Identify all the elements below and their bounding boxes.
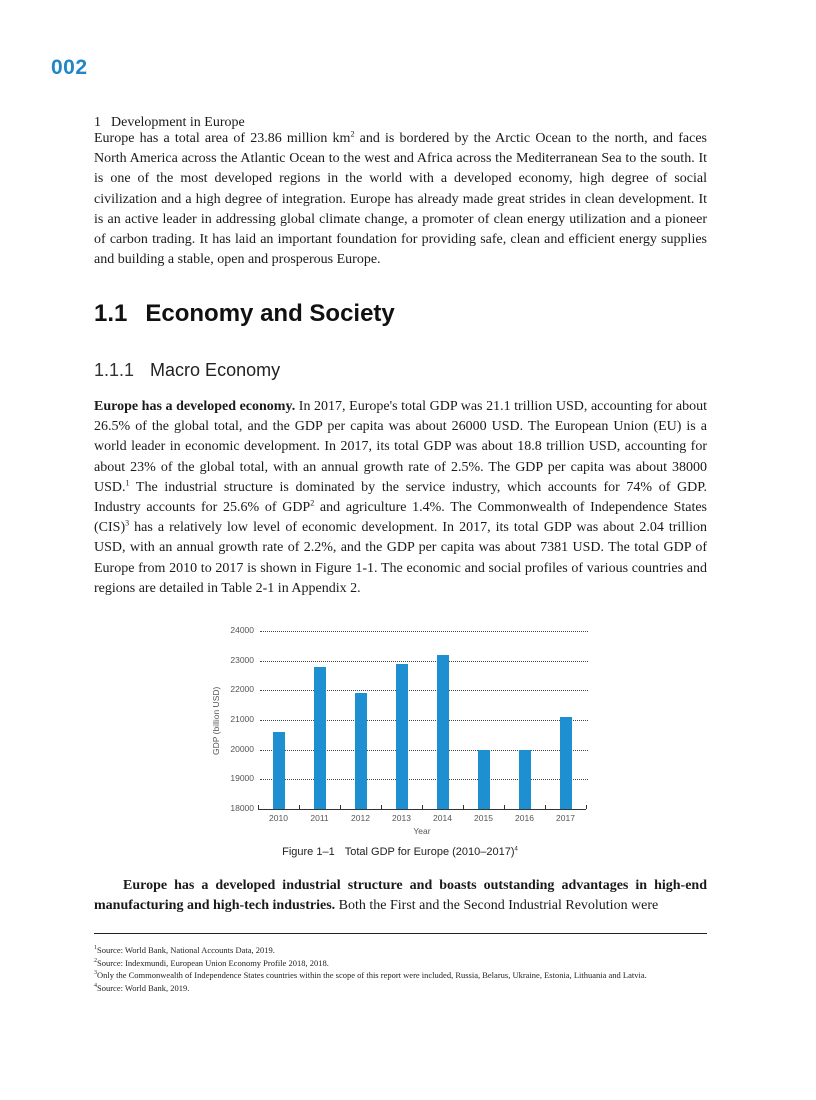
footnote-1: $^1$Source: World Bank, National Accounts Data, 2019. (94, 945, 275, 955)
x-tick-label: 2016 (515, 813, 534, 823)
x-tick-label: 2017 (556, 813, 575, 823)
x-tick-label: 2011 (310, 813, 329, 823)
superscript: 2 (350, 129, 355, 139)
bar-2011 (314, 667, 326, 809)
footnote-4: $^4$Source: World Bank, 2019. (94, 982, 190, 993)
paragraph-lead: Europe has a developed industrial structure and boasts outstanding advantages in high-end manufacturing and high-tech industries. (94, 878, 707, 914)
chapter-number: 1 (94, 115, 101, 130)
y-tick-label: 23000 (230, 654, 254, 665)
x-tick-label: 2013 (392, 813, 411, 823)
page-number: 002 (51, 56, 88, 79)
x-axis-title: Year (413, 826, 431, 836)
x-axis-tick (258, 805, 259, 809)
macro-economy-paragraph: Europe has a developed economy. In 2017, Europe's total GDP was 21.1 trillion USD, accounting for about 26.5% of the global total, and the GDP per capita was about 26000 USD. The European Union (EU) is a world leader in economic development. In 2017, its total GDP was about 18.8 trillion USD, accounting for about 23% of the global total, with an annual growth rate of 2.5%. The GDP per capita was about 38000 USD.$^1$ The industrial structure is dominated by the service industry, which accounts for 74% of GDP. Industry accounts for 25.6% of GDP$^2$ and agriculture 1.4%. The Commonwealth of Independence States (CIS)$^3$ has a relatively low level of economic development. In 2017, its total GDP was about 2.04 trillion USD, with an annual growth rate of 2.2%, and the GDP per capita was about 7381 USD. The total GDP of Europe from 2010 to 2017 is shown in Figure 1-1. The economic and social profiles of various countries and regions are detailed in Table 2-1 in Appendix 2. (94, 399, 708, 596)
chapter-title: Development in Europe (111, 115, 245, 130)
subsection-heading (94, 360, 280, 381)
gridline (260, 779, 588, 780)
y-tick-label: 22000 (230, 684, 254, 695)
gridline (260, 661, 588, 662)
y-tick-label: 24000 (230, 625, 254, 635)
gdp-bar-chart (200, 620, 600, 840)
x-tick-label: 2012 (351, 813, 370, 823)
section-title: Economy and Society (145, 300, 395, 327)
footnote-ref-2: 2 (310, 498, 315, 508)
figure-caption-text: Total GDP for Europe (2010–2017) (344, 846, 515, 858)
x-axis-tick (504, 805, 505, 809)
gridline (260, 690, 588, 691)
subsection-number: 1.1.1 (94, 360, 135, 380)
x-axis-tick (299, 805, 300, 809)
bar-2016 (519, 750, 531, 809)
y-axis-title: GDP (billion USD) (211, 686, 221, 755)
x-tick-label: 2014 (433, 813, 452, 823)
bar-2017 (560, 717, 572, 809)
industry-paragraph: Europe has a developed industrial structure and boasts outstanding advantages in high-end manufacturing and high-tech industries. Both the First and the Second Industrial Revolution were (94, 878, 707, 914)
footnote-3: $^3$Only the Commonwealth of Independence States countries within the scope of this report were included, Russia, Belarus, Ukraine, Estonia, Lithuania and Latvia. (94, 970, 647, 980)
y-tick-label: 18000 (230, 803, 254, 813)
footnote-divider (94, 933, 707, 934)
figure-number: Figure 1–1 (282, 846, 335, 858)
y-tick-label: 20000 (230, 743, 254, 754)
y-tick-label: 21000 (230, 714, 254, 724)
bar-2013 (396, 664, 408, 809)
gridline (260, 631, 588, 632)
footnote-ref-3: 3 (125, 518, 130, 528)
y-tick-label: 19000 (230, 773, 254, 784)
section-number: 1.1 (94, 300, 128, 327)
intro-paragraph: Europe has a total area of 23.86 million $km^2$ and is bordered by the Arctic Ocean to the north, and faces North America across the Atlantic Ocean to the west and Africa across the Mediterranean Sea to the south. It is one of the most developed regions in the world with a developed economy, high degree of social civilization and a high degree of integration. Europe has already made great strides in clean development. It is an active leader in addressing global climate change, a promoter of clean energy utilization and a pioneer of carbon trading. It has laid an important foundation for providing safe, clean and efficient energy supplies and building a stable, open and prosperous Europe. (94, 129, 707, 268)
bar-2012 (355, 693, 367, 809)
x-tick-label: 2010 (269, 813, 288, 823)
x-axis-tick (545, 805, 546, 809)
subsection-title: Macro Economy (150, 360, 281, 380)
x-axis-tick (586, 805, 587, 809)
figure-caption (200, 846, 600, 858)
bar-2015 (478, 750, 490, 809)
footnote-ref-1: 1 (125, 478, 130, 488)
x-axis-tick (381, 805, 382, 809)
gridline (260, 720, 588, 721)
gridline (260, 750, 588, 751)
x-axis (258, 809, 586, 810)
x-axis-tick (422, 805, 423, 809)
bar-2010 (273, 732, 285, 809)
footnotes (94, 944, 707, 994)
footnote-2: $^2$Source: Indexmundi, European Union Economy Profile 2018, 2018. (94, 957, 329, 968)
paragraph-lead: Europe has a developed economy. (94, 399, 296, 414)
x-axis-tick (340, 805, 341, 809)
section-heading (94, 300, 395, 328)
x-axis-tick (463, 805, 464, 809)
x-tick-label: 2015 (474, 813, 493, 823)
bar-2014 (437, 655, 449, 809)
footnote-ref-4: 4 (514, 846, 518, 853)
